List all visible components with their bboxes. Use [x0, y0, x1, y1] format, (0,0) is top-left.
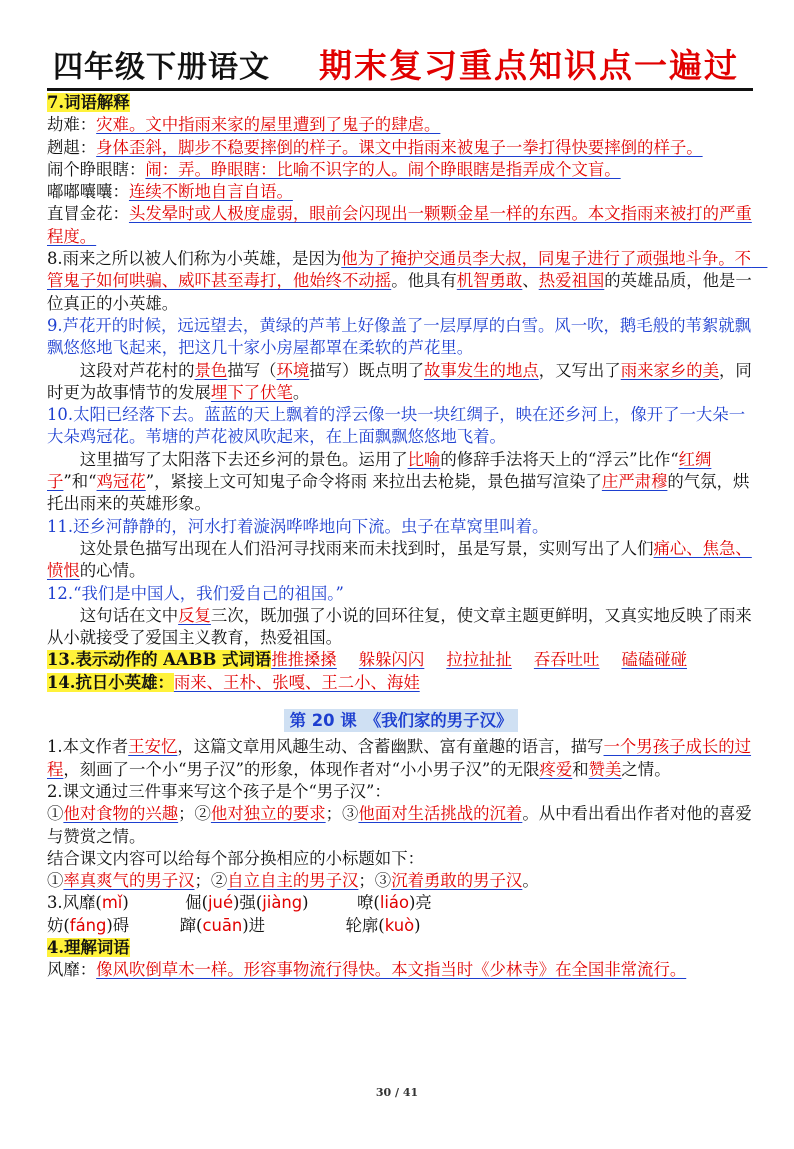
lesson-item-3-pinyin-row1: 3.风靡(mǐ) 倔(jué)强(jiàng) 嘹(liáo)亮 [47, 893, 432, 913]
item-11-analysis: 这处景色描写出现在人们沿河寻找雨来而未找到时，虽是写景，实则写出了人们痛心、焦急、愤恨的心情。 [47, 538, 752, 581]
lesson-item-2-subtitle-intro: 结合课文内容可以给每个部分换相应的小标题如下： [47, 848, 424, 868]
lesson-item-1: 1.本文作者王安忆，这篇文章用风趣生动、含蓄幽默、富有童趣的语言，描写一个男孩子成长的过程，刻画了一个小“男子汉”的形象，体现作者对“小小男子汉”的无限疼爱和赞美之情。 [47, 737, 752, 779]
item-11-quote: 11.还乡河静静的，河水打着漩涡哗哗地向下流。虫子在草窝里叫着。 [47, 516, 549, 536]
header-title-right: 期末复习重点知识点一遍过 [319, 46, 739, 85]
lesson-20-title: 第 20 课 《我们家的男子汉》 [47, 710, 755, 732]
item-13: 13.表示动作的 AABB 式词语推推搡搡 躲躲闪闪 拉拉扯扯 吞吞吐吐 磕磕碰碰 [47, 650, 688, 670]
item-12-quote: 12.“我们是中国人，我们爱自己的祖国。” [47, 583, 344, 603]
lesson-item-2: 2.课文通过三件事来写这个孩子是个“男子汉”： [47, 781, 391, 801]
lesson-item-3-pinyin-row2: 妨(fáng)碍 蹿(cuān)进 轮廓(kuò) [47, 915, 421, 935]
item-14: 14.抗日小英雄：雨来、王朴、张嘎、王二小、海娃 [47, 672, 420, 692]
vocab-entry: 风靡：像风吹倒草木一样。形容事物流行得快。本文指当时《少林寺》在全国非常流行。 [47, 960, 687, 980]
item-8: 8.雨来之所以被人们称为小英雄，是因为他为了掩护交通员李大叔，同鬼子进行了顽强地斗争。不 管鬼子如何哄骗、威吓甚至毒打，他始终不动摇。他具有机智勇敢、热爱祖国的英雄品质，他是一位真正的小英雄。 [47, 249, 768, 313]
item-10-quote: 10.太阳已经落下去。蓝蓝的天上飘着的浮云像一块一块红绸子，映在还乡河上，像开了一大朵一大朵鸡冠花。苇塘的芦花被风吹起来，在上面飘飘悠悠地飞着。 [47, 405, 746, 447]
page-header [47, 40, 753, 91]
lesson-item-4-heading: 4.理解词语 [47, 937, 130, 957]
item-9-quote: 9.芦花开的时候，远远望去，黄绿的芦苇上好像盖了一层厚厚的白雪。风一吹，鹅毛般的苇絮就飘飘悠悠地飞起来，把这几十家小房屋都罩在柔软的芦花里。 [47, 315, 752, 358]
page-number: 30 / 41 [375, 1086, 419, 1099]
vocab-entry: 嘟嘟囔囔：连续不断地自言自语。 [47, 182, 293, 202]
item-9-analysis: 这段对芦花村的景色描写（环境描写）既点明了故事发生的地点，又写出了雨来家乡的美，同时更为故事情节的发展埋下了伏笔。 [47, 360, 752, 402]
lesson-item-2-subtitles: ①率真爽气的男子汉；②自立自主的男子汉；③沉着勇敢的男子汉。 [47, 871, 539, 891]
vocab-entry: 直冒金花：头发晕时或人极度虚弱，眼前会闪现出一颗颗金星一样的东西。本文指雨来被打的严重程度。 [47, 204, 752, 246]
section-7-heading: 7.词语解释 [47, 93, 130, 112]
vocab-entry: 劫难：灾难。文中指雨来家的屋里遭到了鬼子的肆虐。 [47, 115, 441, 135]
vocab-entry: 闹个睁眼瞎：闹：弄。睁眼瞎：比喻不识字的人。闹个睁眼瞎是指弄成个文盲。 [47, 159, 621, 179]
document-body [47, 92, 768, 982]
item-10-analysis: 这里描写了太阳落下去还乡河的景色。运用了比喻的修辞手法将天上的“浮云”比作“红绸子”和“鸡冠花”，紧接上文可知鬼子命令将雨 来拉出去枪毙，景色描写渲染了庄严肃穆的气氛，烘托出雨来的英雄形象。 [47, 449, 750, 514]
header-title-left: 四年级下册语文 [53, 50, 270, 85]
lesson-item-2-events: ①他对食物的兴趣；②他对独立的要求；③他面对生活挑战的沉着。从中看出看出作者对他的喜爱与赞赏之情。 [47, 804, 752, 846]
vocab-entry: 趔趄：身体歪斜，脚步不稳要摔倒的样子。课文中指雨来被鬼子一拳打得快要摔倒的样子。 [47, 137, 703, 157]
item-12-analysis: 这句话在文中反复三次，既加强了小说的回环往复，使文章主题更鲜明，又真实地反映了雨来从小就接受了爱国主义教育，热爱祖国。 [47, 605, 752, 648]
